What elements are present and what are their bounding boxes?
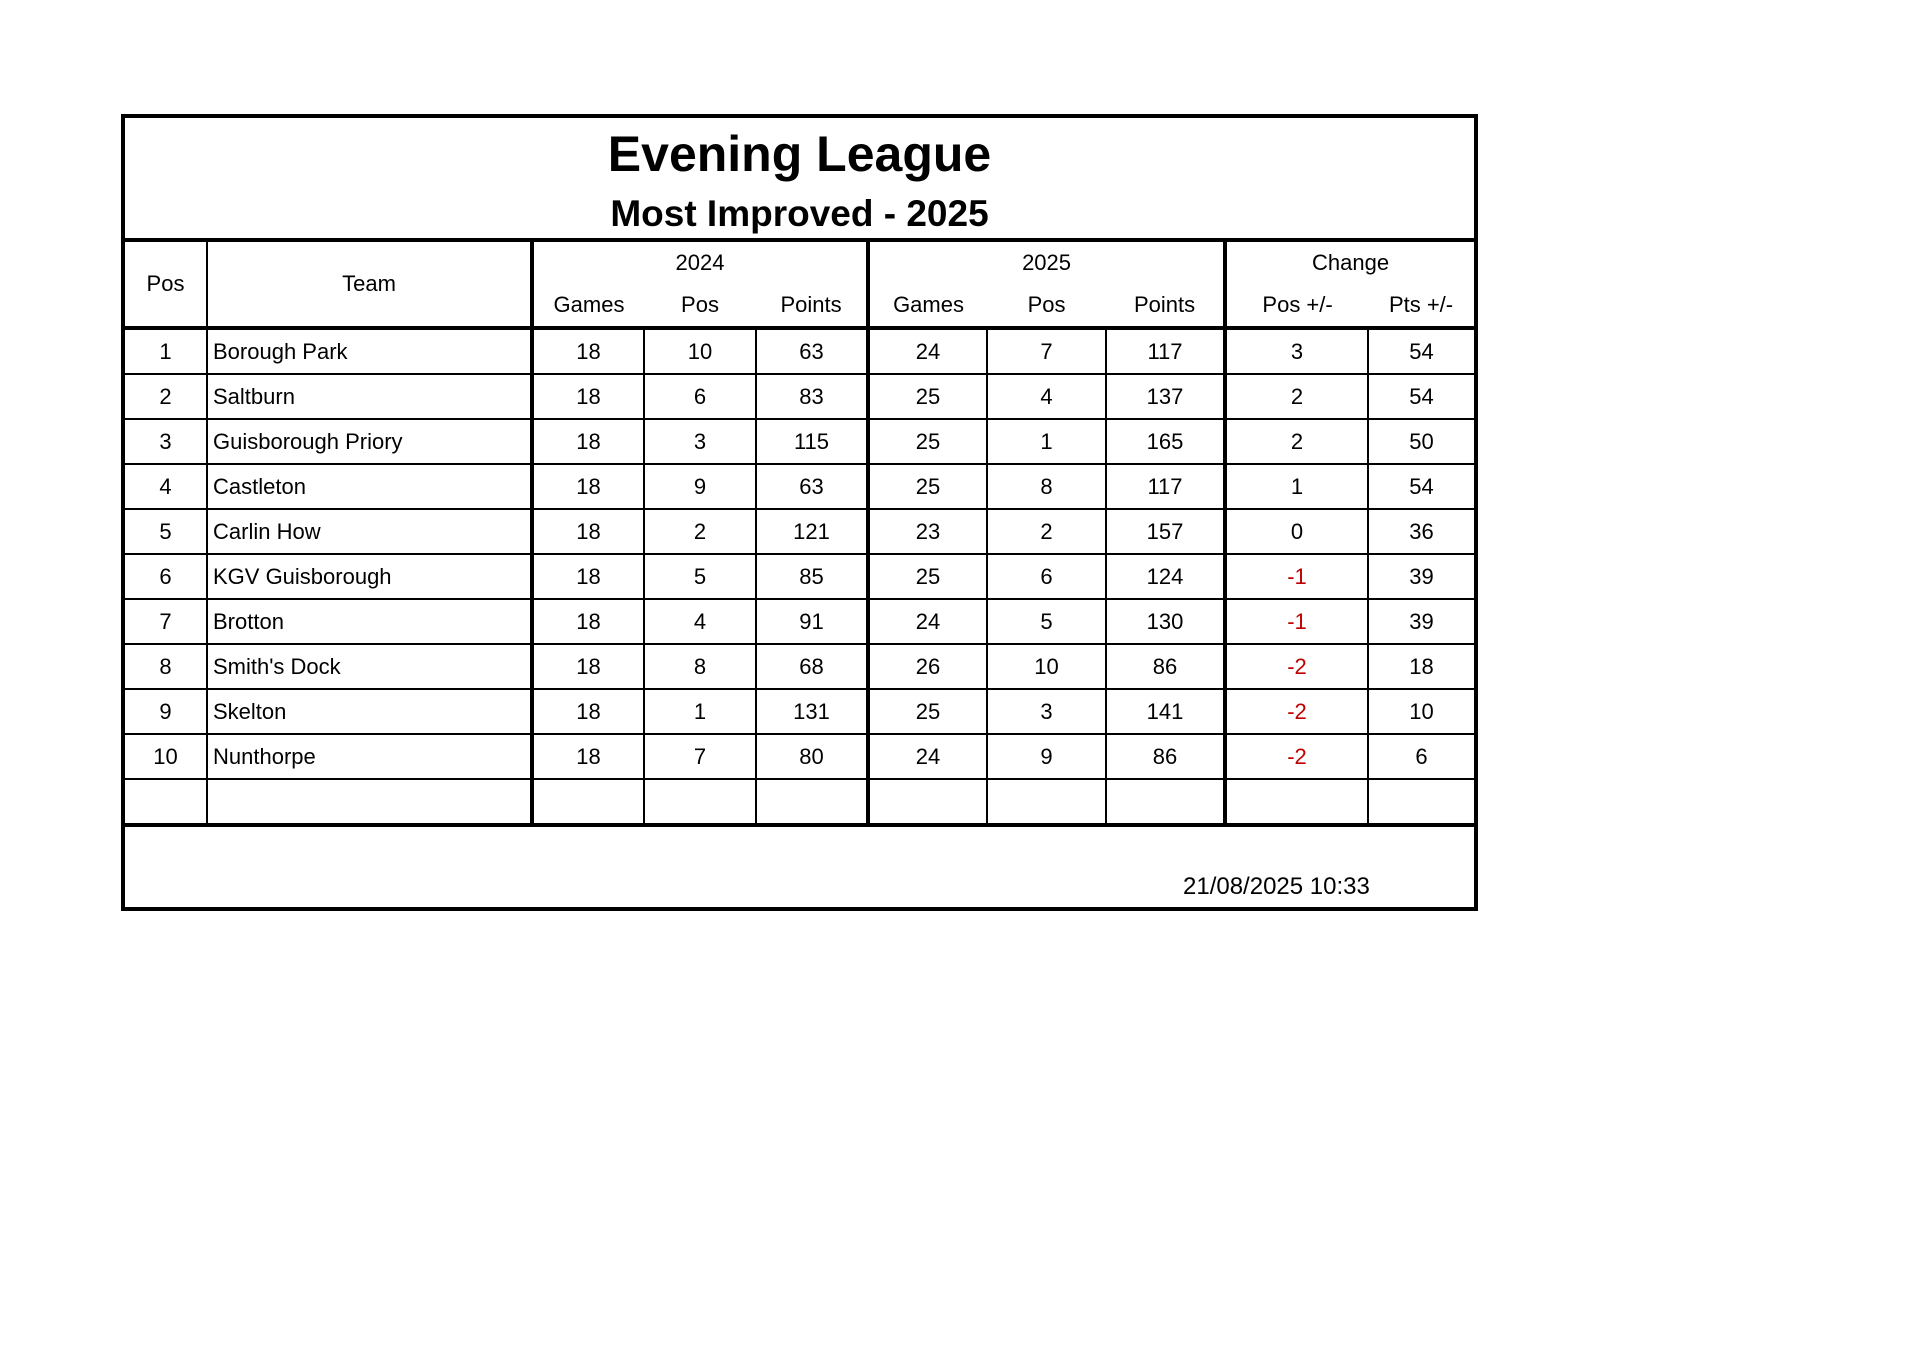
cell-pts-chg: 6 (1368, 734, 1474, 779)
cell-pos-chg: 2 (1225, 374, 1368, 419)
cell-g24: 18 (532, 554, 644, 599)
cell-pts24: 63 (756, 330, 868, 374)
cell-team: Brotton (207, 599, 532, 644)
cell-pts-chg: 36 (1368, 509, 1474, 554)
cell-pts24: 80 (756, 734, 868, 779)
cell-p24: 5 (644, 554, 756, 599)
cell-pos (125, 779, 207, 823)
cell-g25: 25 (868, 419, 987, 464)
cell-pts25: 130 (1106, 599, 1225, 644)
cell-pos: 6 (125, 554, 207, 599)
table-row (125, 419, 1474, 464)
header-pts-change: Pts +/- (1388, 292, 1454, 317)
cell-p25 (987, 779, 1106, 823)
cell-pts25: 137 (1106, 374, 1225, 419)
cell-pos: 5 (125, 509, 207, 554)
header-pos: Pos (125, 242, 207, 326)
cell-g24: 18 (532, 599, 644, 644)
page-title: Evening League (607, 126, 992, 182)
cell-team: Guisborough Priory (207, 419, 532, 464)
table-row (125, 644, 1474, 689)
cell-p25: 2 (987, 509, 1106, 554)
cell-team: Skelton (207, 689, 532, 734)
cell-pos-chg: -2 (1225, 689, 1368, 734)
cell-team: Castleton (207, 464, 532, 509)
cell-pts25: 141 (1106, 689, 1225, 734)
cell-p25: 10 (987, 644, 1106, 689)
cell-g25: 24 (868, 734, 987, 779)
cell-team: Saltburn (207, 374, 532, 419)
cell-p25: 5 (987, 599, 1106, 644)
cell-pos: 10 (125, 734, 207, 779)
cell-pos: 1 (125, 330, 207, 374)
cell-team: Carlin How (207, 509, 532, 554)
cell-pts25: 86 (1106, 644, 1225, 689)
header-points-2025: Points (1106, 284, 1225, 326)
cell-p25: 7 (987, 330, 1106, 374)
cell-pts25: 124 (1106, 554, 1225, 599)
cell-g24: 18 (532, 509, 644, 554)
cell-pts24: 121 (756, 509, 868, 554)
cell-pts-chg: 39 (1368, 554, 1474, 599)
cell-p25: 6 (987, 554, 1106, 599)
cell-g25 (868, 779, 987, 823)
cell-g24: 18 (532, 734, 644, 779)
cell-p24: 10 (644, 330, 756, 374)
cell-team: Borough Park (207, 330, 532, 374)
cell-team: Smith's Dock (207, 644, 532, 689)
cell-pos: 2 (125, 374, 207, 419)
cell-pts-chg: 10 (1368, 689, 1474, 734)
cell-pts-chg: 18 (1368, 644, 1474, 689)
cell-p24: 4 (644, 599, 756, 644)
cell-team: Nunthorpe (207, 734, 532, 779)
cell-pts24: 68 (756, 644, 868, 689)
cell-g25: 25 (868, 689, 987, 734)
cell-g24: 18 (532, 689, 644, 734)
cell-pos-chg: 0 (1225, 509, 1368, 554)
header-games-2024: Games (553, 292, 625, 317)
cell-g24: 18 (532, 374, 644, 419)
cell-pos-chg: -1 (1225, 554, 1368, 599)
cell-team: KGV Guisborough (207, 554, 532, 599)
cell-p25: 9 (987, 734, 1106, 779)
cell-pts25: 117 (1106, 330, 1225, 374)
cell-g25: 26 (868, 644, 987, 689)
cell-p24: 3 (644, 419, 756, 464)
header-team: Team (207, 242, 532, 326)
cell-pos: 9 (125, 689, 207, 734)
header-pos-2024: Pos (681, 292, 719, 317)
cell-g25: 25 (868, 374, 987, 419)
cell-p25: 3 (987, 689, 1106, 734)
table-row (125, 464, 1474, 509)
cell-p25: 1 (987, 419, 1106, 464)
header-pos-change: Pos +/- (1262, 292, 1333, 317)
cell-pts-chg: 54 (1368, 374, 1474, 419)
cell-p24: 2 (644, 509, 756, 554)
cell-g24 (532, 779, 644, 823)
cell-pos: 3 (125, 419, 207, 464)
cell-pos: 8 (125, 644, 207, 689)
cell-pos-chg: 3 (1225, 330, 1368, 374)
cell-pos-chg: 2 (1225, 419, 1368, 464)
table-row (125, 330, 1474, 374)
cell-p24: 6 (644, 374, 756, 419)
cell-pts24: 115 (756, 419, 868, 464)
cell-pts-chg: 54 (1368, 464, 1474, 509)
cell-g24: 18 (532, 644, 644, 689)
table-row (125, 734, 1474, 779)
cell-p24: 8 (644, 644, 756, 689)
cell-g25: 24 (868, 330, 987, 374)
table-row (125, 599, 1474, 644)
cell-p24: 1 (644, 689, 756, 734)
cell-g24: 18 (532, 464, 644, 509)
cell-pos-chg (1225, 779, 1368, 823)
timestamp: 21/08/2025 10:33 (1183, 873, 1370, 900)
cell-pts24: 83 (756, 374, 868, 419)
cell-pts24 (756, 779, 868, 823)
table-row (125, 509, 1474, 554)
footer (125, 827, 1474, 913)
cell-p24 (644, 779, 756, 823)
header-group-2024: 2024 (532, 242, 868, 284)
cell-pos: 7 (125, 599, 207, 644)
cell-pos-chg: -1 (1225, 599, 1368, 644)
title-block (125, 118, 1474, 242)
table-body (125, 330, 1474, 827)
cell-pts25: 86 (1106, 734, 1225, 779)
cell-pts-chg: 54 (1409, 338, 1434, 364)
cell-pos-chg: -2 (1225, 644, 1368, 689)
table-row (125, 374, 1474, 419)
header-points-2024: Points (756, 284, 868, 326)
cell-pos: 4 (125, 464, 207, 509)
cell-p24: 7 (644, 734, 756, 779)
header-group-change: Change (1311, 250, 1390, 275)
cell-p24: 9 (644, 464, 756, 509)
cell-team (207, 779, 532, 823)
header-games-2025: Games (893, 292, 964, 317)
table-row (125, 689, 1474, 734)
cell-p25: 4 (987, 374, 1106, 419)
cell-pts-chg: 39 (1368, 599, 1474, 644)
header-pos-2025: Pos (1027, 292, 1066, 317)
cell-g25: 25 (868, 554, 987, 599)
cell-p25: 8 (987, 464, 1106, 509)
cell-g24: 18 (532, 419, 644, 464)
table-row (125, 554, 1474, 599)
cell-g25: 24 (868, 599, 987, 644)
cell-pts24: 85 (756, 554, 868, 599)
table-row (125, 779, 1474, 823)
cell-pts-chg (1368, 779, 1474, 823)
cell-pos-chg: -2 (1225, 734, 1368, 779)
cell-pts24: 63 (756, 464, 868, 509)
table-header (125, 242, 1474, 330)
cell-pos-chg: 1 (1225, 464, 1368, 509)
cell-pts25: 157 (1106, 509, 1225, 554)
cell-pts24: 131 (756, 689, 868, 734)
cell-pts-chg: 50 (1368, 419, 1474, 464)
cell-pts25: 165 (1106, 419, 1225, 464)
header-group-2025: 2025 (868, 242, 1225, 284)
cell-g25: 25 (868, 464, 987, 509)
cell-g24: 18 (532, 330, 644, 374)
cell-pts24: 91 (756, 599, 868, 644)
cell-pts25 (1106, 779, 1225, 823)
page-subtitle: Most Improved - 2025 (610, 193, 989, 234)
cell-pts25: 117 (1106, 464, 1225, 509)
league-table-sheet (121, 114, 1478, 911)
cell-g25: 23 (868, 509, 987, 554)
